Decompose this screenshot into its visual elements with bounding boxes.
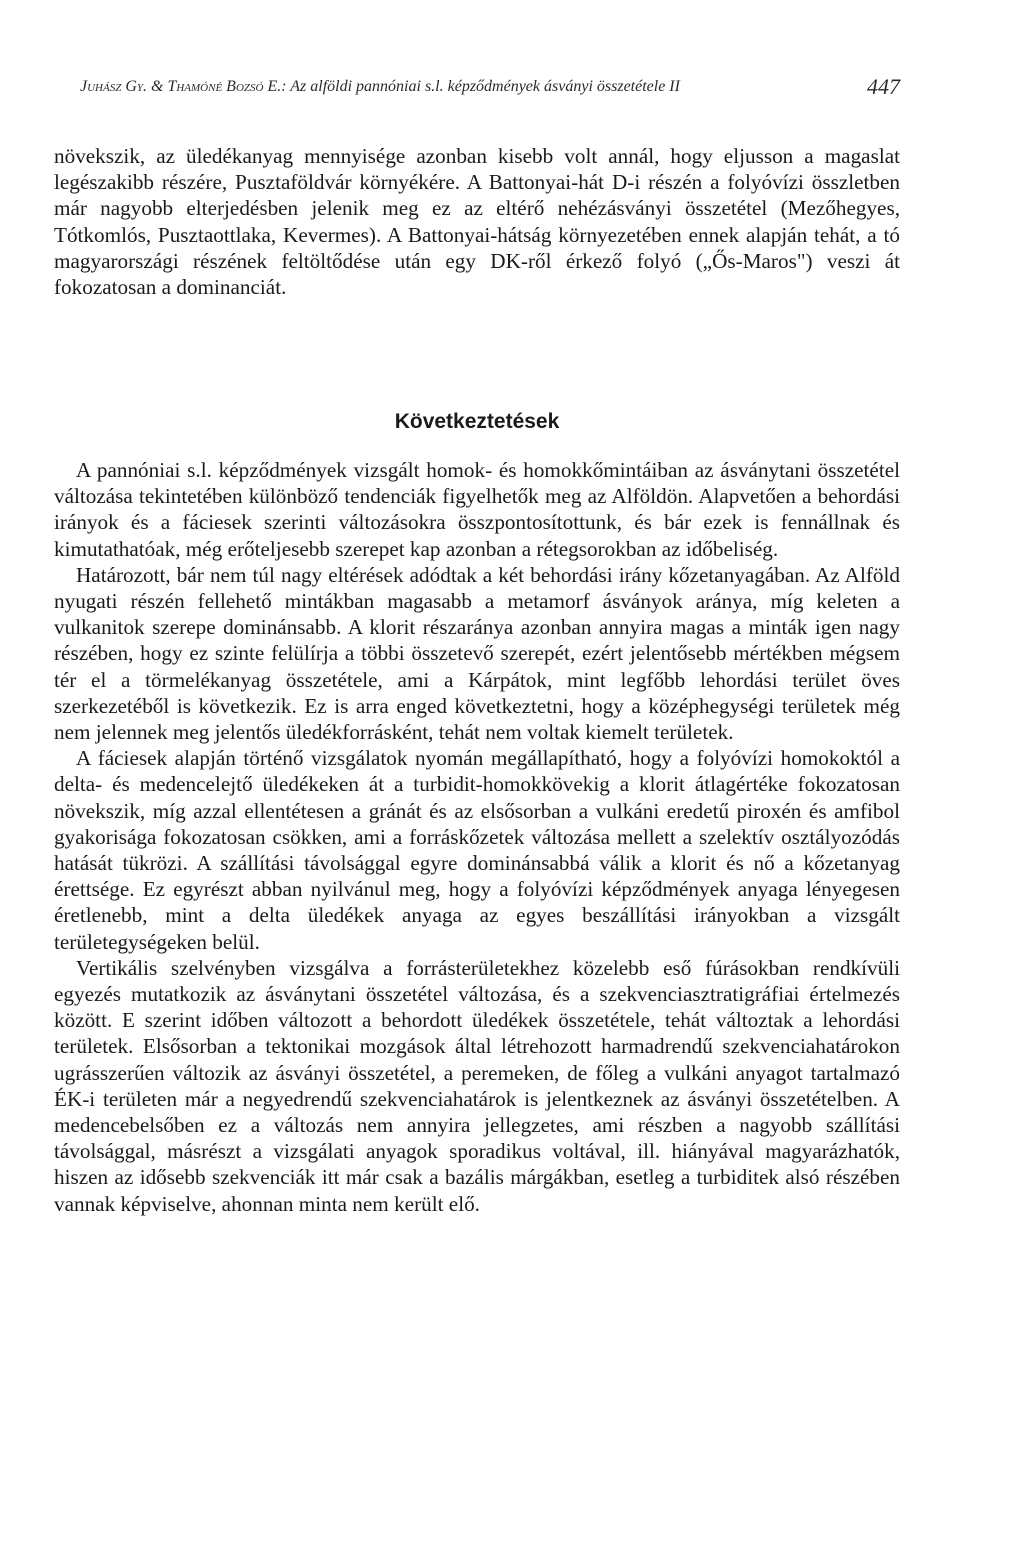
page-number: 447 [867, 74, 900, 99]
paragraph: A pannóniai s.l. képződmények vizsgált homok- és homokkőmintáiban az ásványtani összetétel változása tekintetében különböző tendenciák figyelhetők meg az Alföldön. Alapvetően a behordási irányok és a fáciesek szerinti változásokra összpontosítottunk, és bár ezek is fennállnak és kimutathatóak, még erőteljesebb szerepet kap azonban a rétegsorokban az időbeliség. [54, 458, 900, 561]
section-heading: Következtetések [394, 410, 560, 433]
conclusions-section [54, 457, 900, 1217]
running-header-citation [80, 78, 680, 96]
header-ampersand: & [147, 78, 168, 95]
header-author-1: Juhász Gy. [80, 78, 147, 95]
running-header [80, 74, 900, 108]
paragraph: Határozott, bár nem túl nagy eltérések adódtak a két behordási irány kőzetanyagában. Az Alföld nyugati részén fellehető mintákban magasabb a metamorf ásványok aránya, míg keleten a vulkanitok szerepe dominánsabb. A klorit részaránya azonban annyira magas a minták igen nagy részében, hogy ez szinte felülírja a többi összetevő szerepét, ezért jelentősebb mértékben mégsem tér el a törmelékanyag összetétele, ami a Kárpátok, mint legfőbb lehordási terület öves szerkezetéből is következik. Ez is arra enged következtetni, hogy a középhegységi területek még nem jelennek meg jelentős üledékforrásként, tehát nem voltak kiemelt területek. [54, 562, 900, 745]
header-title: : Az alföldi pannóniai s.l. képződmények ásványi összetétele II [281, 78, 680, 95]
paragraph: A fáciesek alapján történő vizsgálatok nyomán megállapítható, hogy a folyóvízi homokoktól a delta- és medencelejtő üledékeken át a turbidit-homokkövekig a klorit átlagértéke fokozatosan növekszik, míg azzal ellentétesen a gránát és az elsősorban a vulkáni eredetű piroxén és amfibol gyakorisága fokozatosan csökken, ami a forráskőzetek változása mellett a szelektív osztályozódás hatását tükrözi. A szállítási távolsággal egyre dominánsabbá válik a klorit és nő a kőzetanyag érettsége. Ez egyrészt abban nyilvánul meg, hogy a folyóvízi képződmények anyaga lényegesen éretlenebb, mint a delta üledékek anyaga az egyes beszállítási irányokban a vizsgált területegységeken belül. [54, 746, 900, 954]
intro-paragraph: növekszik, az üledékanyag mennyisége azonban kisebb volt annál, hogy eljusson a magaslat legészakibb részére, Pusztaföldvár környékére. A Battonyai-hát D-i részén a folyóvízi összletben már nagyobb elterjedésben jelenik meg ez az eltérő nehézásványi összetétel (Mezőhegyes, Tótkomlós, Pusztaottlaka, Kevermes). A Battonyai-hátság környezetében ennek alapján tehát, a tó magyarországi részének feltöltődése után egy DK-ről érkező folyó („Ős-Maros") veszi át fokozatosan a dominanciát. [54, 144, 900, 300]
paragraph: Vertikális szelvényben vizsgálva a forrásterületekhez közelebb eső fúrásokban rendkívüli egyezés mutatkozik az ásványtani összetétel változása, és a szekvenciasztratigráfiai értelmezés között. E szerint időben változott a behordott üledékek összetétele, tehát változtak a lehordási területek. Elsősorban a tektonikai mozgások által létrehozott harmadrendű szekvenciahatárokon ugrásszerűen változik az ásványi összetétel, a peremeken, de főleg a vulkáni anyagot tartalmazó ÉK-i területen már a negyedrendű szekvenciahatárok is jelentkeznek az ásványi összetételben. A medencebelsőben ez a változás nem annyira jellegzetes, ami részben a nagyobb szállítási távolsággal, másrészt a vizsgálati anyagok sporadikus voltával, ill. hiányával magyarázhatók, hiszen az idősebb szekvenciák itt már csak a bazális márgákban, esetleg a turbiditek alsó részében vannak képviselve, ahonnan minta nem került elő. [54, 955, 900, 1216]
header-author-2: Thamóné Bozsó E. [167, 78, 282, 95]
